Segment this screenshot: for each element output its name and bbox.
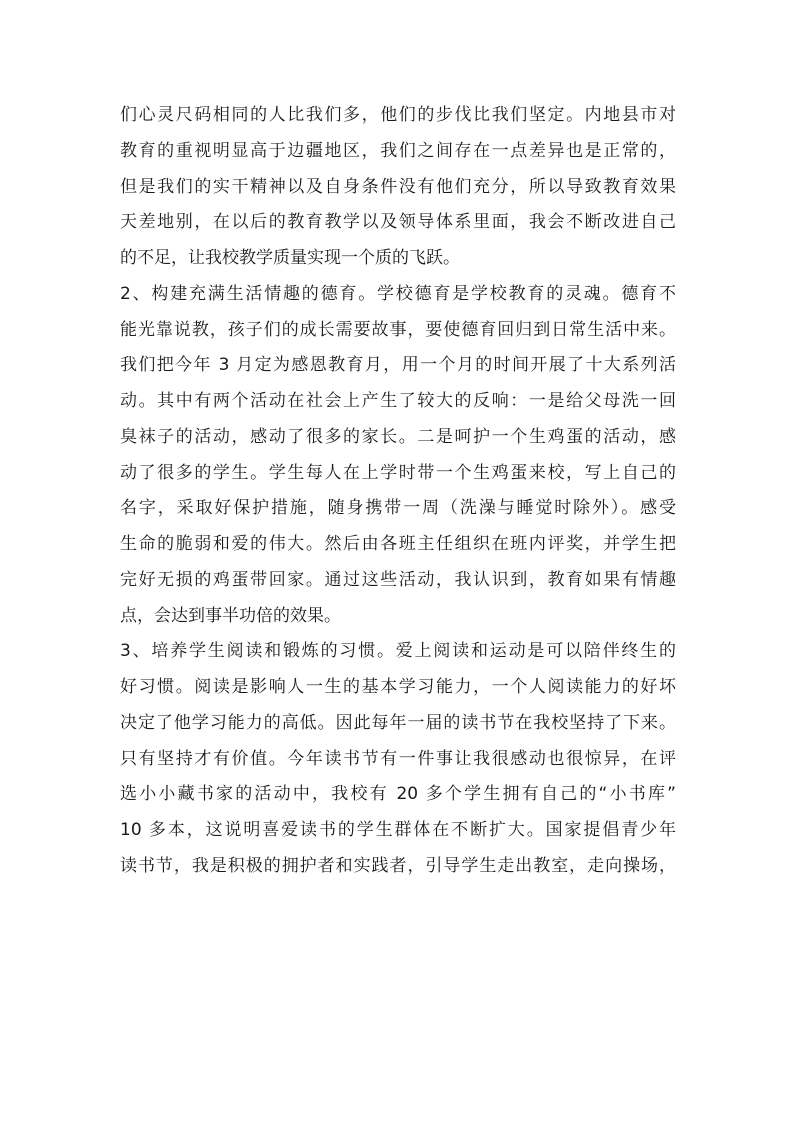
text-line: 臭袜子的活动，感动了很多的家长。二是呵护一个生鸡蛋的活动，感 [120, 426, 676, 447]
text-line: 动了很多的学生。学生每人在上学时带一个生鸡蛋来校，写上自己的 [120, 462, 676, 483]
text-line: 能光靠说教，孩子们的成长需要故事，要使德育回归到日常生活中来。 [120, 319, 676, 340]
text-line: 完好无损的鸡蛋带回家。通过这些活动，我认识到，教育如果有情趣 [120, 569, 676, 590]
text-line: 的不足，让我校教学质量实现一个质的飞跃。 [120, 248, 460, 268]
text-line: 好习惯。阅读是影响人一生的基本学习能力，一个人阅读能力的好坏 [120, 677, 676, 697]
text-line: 10 多本，这说明喜爱读书的学生群体在不断扩大。国家提倡青少年 [120, 820, 676, 840]
text-line: 点，会达到事半功倍的效果。 [120, 605, 341, 626]
body-text [120, 98, 676, 885]
text-line: 读书节，我是积极的拥护者和实践者，引导学生走出教室，走向操场， [120, 855, 676, 876]
text-line: 但是我们的实干精神以及自身条件没有他们充分，所以导致教育效果 [120, 176, 676, 197]
text-line: 只有坚持才有价值。今年读书节有一件事让我很感动也很惊异，在评 [120, 748, 676, 769]
text-line: 们心灵尺码相同的人比我们多，他们的步伐比我们坚定。内地县市对 [120, 105, 676, 125]
text-line: 我们把今年 3 月定为感恩教育月，用一个月的时间开展了十大系列活 [120, 355, 676, 376]
text-line: 名字，采取好保护措施，随身携带一周（洗澡与睡觉时除外）。感受 [120, 498, 676, 519]
text-line: 选小小藏书家的活动中，我校有 20 多个学生拥有自己的“小书库” [120, 784, 676, 805]
section-3-heading-line: 3、培养学生阅读和锻炼的习惯。爱上阅读和运动是可以陪伴终生的 [120, 641, 676, 662]
text-line: 决定了他学习能力的高低。因此每年一届的读书节在我校坚持了下来。 [120, 712, 676, 733]
text-line: 生命的脆弱和爱的伟大。然后由各班主任组织在班内评奖，并学生把 [120, 534, 676, 554]
text-line: 天差地别，在以后的教育教学以及领导体系里面，我会不断改进自己 [120, 212, 676, 233]
section-2-heading-line: 2、构建充满生活情趣的德育。学校德育是学校教育的灵魂。德育不 [120, 283, 676, 304]
text-line: 教育的重视明显高于边疆地区，我们之间存在一点差异也是正常的， [120, 140, 676, 161]
text-line: 动。其中有两个活动在社会上产生了较大的反响：一是给父母洗一回 [120, 391, 676, 411]
